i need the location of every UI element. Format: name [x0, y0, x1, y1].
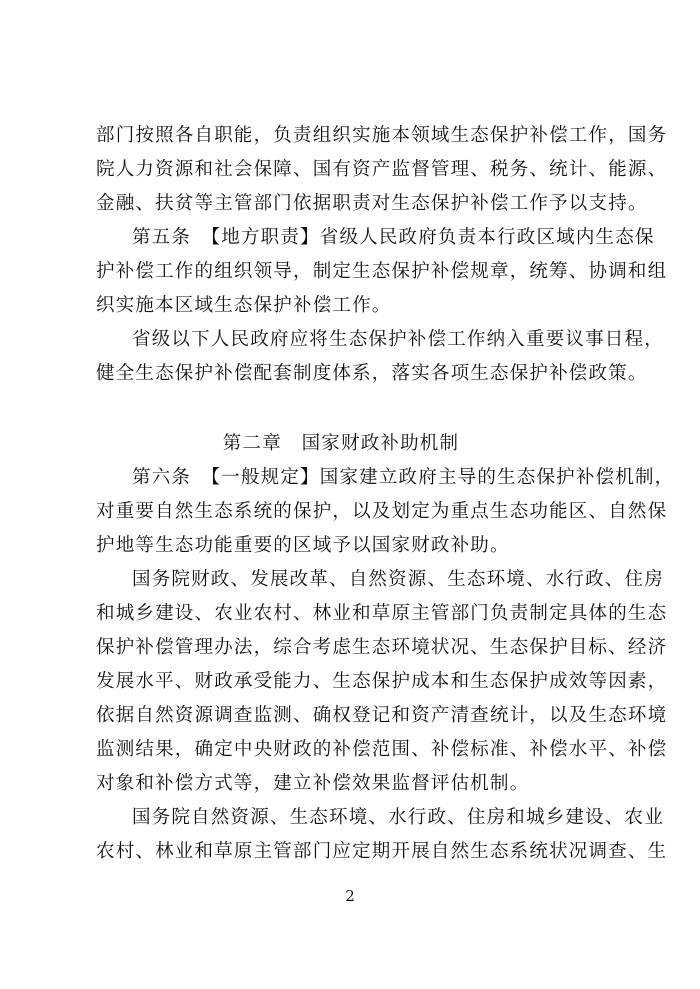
text-line: 健全生态保护补偿配套制度体系，落实各项生态保护补偿政策。: [96, 363, 648, 384]
chapter-title: 第二章 国家财政补助机制: [222, 433, 460, 454]
page-number: 2: [345, 887, 355, 905]
text-line: 依据自然资源调查监测、确权登记和资产清查统计，以及生态环境: [96, 705, 668, 726]
text-line: 保护补偿管理办法，综合考虑生态环境状况、生态保护目标、经济: [96, 637, 668, 658]
paragraph-start-line: 省级以下人民政府应将生态保护补偿工作纳入重要议事日程，: [132, 329, 664, 350]
text-line: 农村、林业和草原主管部门应定期开展自然生态系统状况调查、生: [96, 841, 668, 862]
text-line: 对重要自然生态系统的保护，以及划定为重点生态功能区、自然保: [96, 501, 668, 522]
text-line: 发展水平、财政承受能力、生态保护成本和生态保护成效等因素，: [96, 671, 668, 692]
paragraph-start-line: 国务院财政、发展改革、自然资源、生态环境、水行政、住房: [132, 569, 664, 590]
section-gap: [96, 391, 616, 427]
page-body: [96, 119, 675, 869]
text-line: 院人力资源和社会保障、国有资产监督管理、税务、统计、能源、: [96, 159, 668, 180]
text-line: 护补偿工作的组织领导，制定生态保护补偿规章，统筹、协调和组: [96, 261, 668, 282]
text-line: 监测结果，确定中央财政的补偿范围、补偿标准、补偿水平、补偿: [96, 739, 668, 760]
text-line: 金融、扶贫等主管部门依据职责对生态保护补偿工作予以支持。: [96, 193, 648, 214]
text-line: 织实施本区域生态保护补偿工作。: [96, 295, 392, 316]
text-line: 部门按照各自职能，负责组织实施本领域生态保护补偿工作，国务: [96, 125, 668, 146]
article-5-heading-line: 第五条 【地方职责】省级人民政府负责本行政区域内生态保: [132, 227, 655, 248]
paragraph-start-line: 国务院自然资源、生态环境、水行政、住房和城乡建设、农业: [132, 807, 664, 828]
text-line: 护地等生态功能重要的区域予以国家财政补助。: [96, 535, 510, 556]
text-line: 对象和补偿方式等，建立补偿效果监督评估机制。: [96, 773, 530, 794]
text-line: 和城乡建设、农业农村、林业和草原主管部门负责制定具体的生态: [96, 603, 668, 624]
article-6-heading-line: 第六条 【一般规定】国家建立政府主导的生态保护补偿机制，: [132, 467, 675, 488]
